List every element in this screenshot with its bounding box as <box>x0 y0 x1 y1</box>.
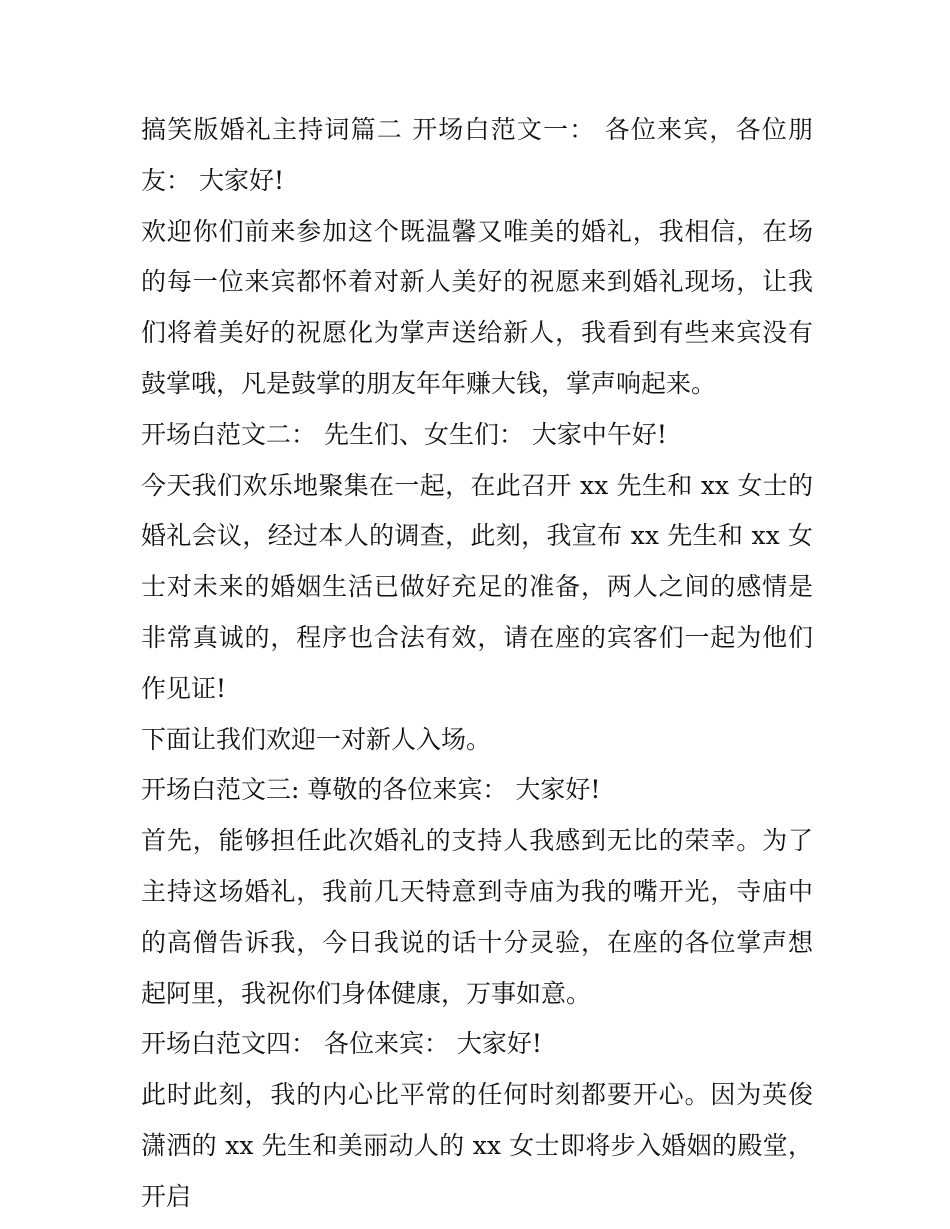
paragraph-opening-2-closing: 下面让我们欢迎一对新人入场。 <box>141 724 492 754</box>
paragraph-opening-2-greeting: 开场白范文二： 先生们、女生们： 大家中午好! <box>141 419 667 449</box>
paragraph-opening-4-greeting: 开场白范文四： 各位来宾： 大家好! <box>141 1029 542 1059</box>
paragraph-opening-1-body: 欢迎你们前来参加这个既温馨又唯美的婚礼，我相信，在场的每一位来宾都怀着对新人美好的祝愿来到婚礼现场，让我们将着美好的祝愿化为掌声送给新人，我看到有些来宾没有鼓掌哦，凡是鼓掌的朋友年年赚大钱，掌声响起来。 <box>141 216 813 398</box>
document-body <box>141 105 813 1223</box>
paragraph-opening-3-greeting: 开场白范文三: 尊敬的各位来宾： 大家好! <box>141 775 601 805</box>
paragraph-title-opening-1: 搞笑版婚礼主持词篇二 开场白范文一： 各位来宾，各位朋友： 大家好! <box>141 115 813 195</box>
paragraph-opening-2-body: 今天我们欢乐地聚集在一起，在此召开 xx 先生和 xx 女士的婚礼会议，经过本人的调查，此刻，我宣布 xx 先生和 xx 女士对未来的婚姻生活已做好充足的准备，两人之间的感情是非常真诚的，程序也合法有效，请在座的宾客们一起为他们作见证! <box>141 470 813 703</box>
paragraph-opening-3-body: 首先，能够担任此次婚礼的支持人我感到无比的荣幸。为了主持这场婚礼，我前几天特意到寺庙为我的嘴开光，寺庙中的高僧告诉我，今日我说的话十分灵验，在座的各位掌声想起阿里，我祝你们身体健康，万事如意。 <box>141 826 813 1008</box>
paragraph-opening-4-body: 此时此刻，我的内心比平常的任何时刻都要开心。因为英俊潇洒的 xx 先生和美丽动人的 xx 女士即将步入婚姻的殿堂，开启 <box>141 1080 813 1211</box>
